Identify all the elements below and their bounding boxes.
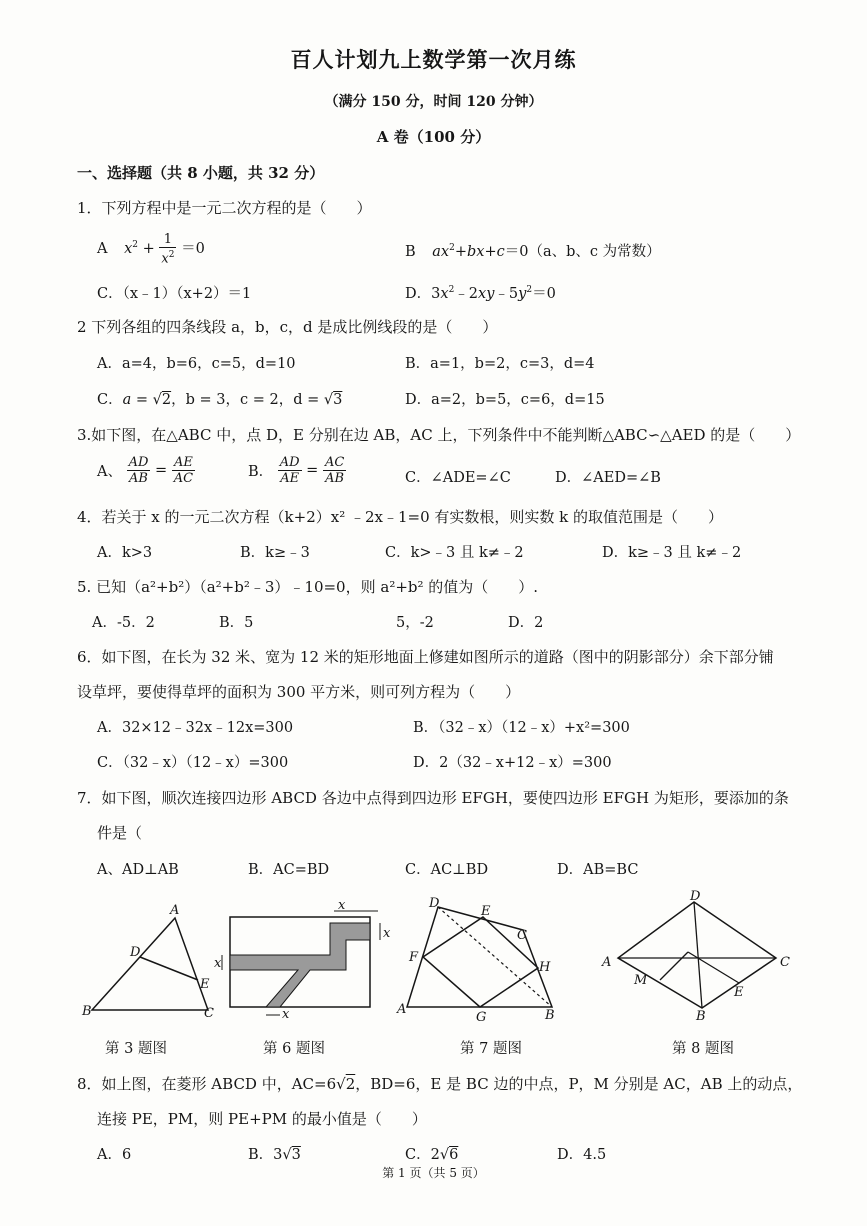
fig7-label-b: B — [545, 1008, 555, 1023]
fig3-label-c: C — [204, 1006, 214, 1021]
q5-option-a: A．-5．2 — [92, 615, 155, 631]
q5-option-d: D．2 — [508, 615, 544, 631]
q6-stem-line2: 设草坪，要使得草坪的面积为 300 平方米，则可列方程为（ ） — [77, 683, 521, 701]
q2-option-d: D．a=2，b=5，c=6，d=15 — [405, 392, 605, 408]
fig8-label-e: E — [734, 985, 744, 1000]
fig8-caption: 第 8 题图 — [672, 1041, 734, 1057]
q1-option-d: D．$3x^2﹣2xy﹣5y^2=0$ — [405, 285, 556, 302]
fig8-label-d: D — [690, 889, 701, 904]
q6-option-a: A．32×12﹣32x﹣12x=300 — [97, 720, 294, 736]
q2-c-label: C． — [97, 392, 123, 408]
q2-option-b: B．a=1，b=2，c=3，d=4 — [405, 356, 595, 372]
q1-b-label: B — [405, 244, 416, 260]
q8-stem-line2: 连接 PE，PM，则 PE+PM 的最小值是（ ） — [97, 1110, 427, 1128]
page-title: 百人计划九上数学第一次月练 — [290, 47, 577, 72]
fig8-label-m: M — [634, 973, 648, 988]
q1-a-label: A — [97, 241, 108, 258]
page-number: 第 1 页（共 5 页） — [382, 1166, 485, 1180]
q8-c-label: C．2 — [405, 1147, 440, 1163]
q5-option-b: B．5 — [219, 615, 254, 631]
figure-8-rhombus — [598, 889, 798, 1024]
q1-option-b: B $ax^2+bx+c=0(a$、b、c 为常数） — [405, 243, 661, 260]
q8-option-a: A．6 — [97, 1147, 132, 1163]
fig3-label-e: E — [200, 977, 210, 992]
q6-stem-line1: 6．如下图，在长为 32 米、宽为 12 米的矩形地面上修建如图所示的道路（图中的阴影部分）余下部分铺 — [77, 648, 774, 666]
q2-option-c: C．a = √2，b = 3，c = 2，d = √3 — [97, 392, 343, 408]
q2-c-tail: ，b = 3，c = 2，d = — [171, 392, 320, 408]
fig7-label-a: A — [397, 1002, 407, 1017]
q8-stem-line1: 8．如上图，在菱形 ABCD 中，AC=6√2，BD=6，E 是 BC 边的中点，P，M 分别是 AC，AB 上的动点， — [77, 1075, 803, 1093]
figure-3-triangle — [80, 900, 220, 1025]
fig7-label-e: E — [481, 904, 491, 919]
fig8-label-c: C — [780, 955, 790, 970]
q3-option-b: B． $\frac{AD}{AE}$ = $\frac{AC}{AB}$ — [248, 455, 345, 486]
q7-stem-line1: 7．如下图，顺次连接四边形 ABCD 各边中点得到四边形 EFGH，要使四边形 EFGH 为矩形，要添加的条 — [77, 789, 789, 807]
fig6-label-x-left: x — [214, 956, 222, 971]
q5-stem: 5. 已知（a²+b²）（a²+b²﹣3）﹣10=0，则 a²+b² 的值为（ ）. — [77, 578, 539, 596]
fig7-label-d: D — [429, 896, 440, 911]
q1-option-c: C．（x﹣1）（x+2）＝1 — [97, 286, 252, 302]
q5-option-c: 5，-2 — [396, 615, 434, 631]
fig8-label-a: A — [602, 955, 612, 970]
q3-stem: 3.如下图，在△ABC 中，点 D，E 分别在边 AB，AC 上，下列条件中不能判断△ABC∽△AED 的是（ ） — [77, 426, 801, 444]
exam-info: （满分 150 分，时间 120 分钟） — [324, 94, 543, 110]
fig3-label-d: D — [130, 945, 141, 960]
fig3-caption: 第 3 题图 — [105, 1041, 167, 1057]
q3-a-label: A、 — [97, 464, 122, 480]
q4-stem: 4．若关于 x 的一元二次方程（k+2）x² ﹣2x﹣1=0 有实数根，则实数 k 的取值范围是（ ） — [77, 508, 724, 526]
fig8-label-b: B — [696, 1009, 706, 1024]
fig3-label-b: B — [82, 1004, 92, 1019]
fig6-label-x-right: x — [383, 926, 391, 941]
fig7-caption: 第 7 题图 — [460, 1041, 522, 1057]
q8-option-d: D．4.5 — [557, 1147, 607, 1163]
q4-option-b: B．k≥﹣3 — [240, 545, 310, 561]
q7-option-d: D．AB=BC — [557, 862, 639, 878]
q4-option-d: D．k≥﹣3 且 k≠﹣2 — [602, 545, 742, 561]
q2-option-a: A．a=4，b=6，c=5，d=10 — [97, 356, 296, 372]
fig7-label-f: F — [409, 950, 419, 965]
q2-stem: 2 下列各组的四条线段 a，b，c，d 是成比例线段的是（ ） — [77, 318, 498, 336]
q3-option-a: A、 $\frac{AD}{AB}$ = $\frac{AE}{AC}$ — [97, 455, 194, 486]
q3-option-c: C．∠ADE=∠C — [405, 470, 511, 486]
q8-b-label: B．3 — [248, 1147, 283, 1163]
q8-stem-part1: 8．如上图，在菱形 ABCD 中，AC=6 — [77, 1075, 337, 1093]
q8-option-c: C．2√6 — [405, 1147, 459, 1163]
q1-option-a: A $x^2$ + $\frac{1}{x^2}$ ＝0 — [97, 232, 205, 267]
figure-6-road-diagram — [214, 898, 393, 1022]
q8-stem-part2: ，BD=6，E 是 BC 边的中点，P，M 分别是 AC，AB 上的动点， — [355, 1075, 803, 1093]
q7-option-b: B．AC=BD — [248, 862, 330, 878]
q4-option-a: A．k>3 — [97, 545, 153, 561]
fig7-label-g: G — [476, 1010, 487, 1025]
volume-label: A 卷（100 分） — [376, 128, 491, 146]
fig6-label-x-top: x — [338, 898, 346, 913]
q6-option-c: C．（32﹣x）（12﹣x）=300 — [97, 755, 289, 771]
q4-option-c: C．k>﹣3 且 k≠﹣2 — [385, 545, 524, 561]
fig7-label-c: C — [517, 928, 527, 943]
q1-d-tail: ＝0 — [532, 286, 556, 302]
q6-option-b: B．（32﹣x）（12﹣x）+x²=300 — [413, 720, 630, 736]
q6-option-d: D．2（32﹣x+12﹣x）=300 — [413, 755, 612, 771]
figure-7-quadrilateral — [395, 895, 565, 1025]
fig6-label-x-bottom: x — [282, 1007, 290, 1022]
fig6-caption: 第 6 题图 — [263, 1041, 325, 1057]
q3-b-label: B． — [248, 464, 274, 480]
q1-d-label: D． — [405, 286, 432, 302]
q8-option-b: B．3√3 — [248, 1147, 301, 1163]
q7-option-c: C．AC⊥BD — [405, 862, 489, 878]
q1-b-tail: ＝0（a、b、c 为常数） — [504, 244, 661, 260]
q1-stem: 1．下列方程中是一元二次方程的是（ ） — [77, 199, 372, 217]
fig7-label-h: H — [539, 960, 551, 975]
q7-stem-line2: 件是（ — [97, 824, 143, 842]
section-heading: 一、选择题（共 8 小题，共 32 分） — [77, 164, 325, 182]
q3-option-d: D．∠AED=∠B — [555, 470, 661, 486]
fig3-label-a: A — [170, 903, 180, 918]
q1-a-eq: ＝0 — [181, 241, 205, 258]
q7-option-a: A、AD⊥AB — [97, 862, 179, 878]
